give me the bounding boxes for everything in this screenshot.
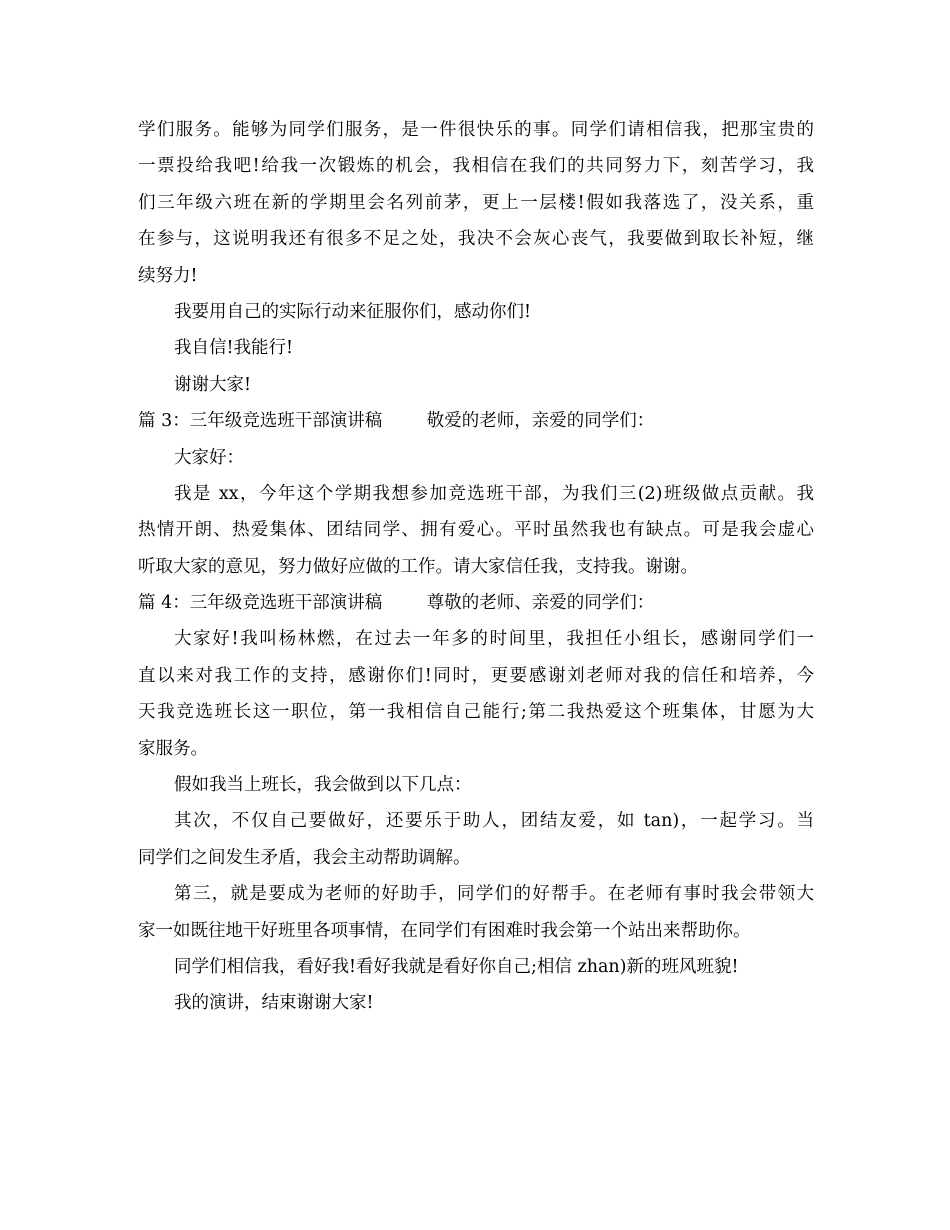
paragraph-line: 我要用自己的实际行动来征服你们，感动你们!: [174, 301, 532, 322]
paragraph-line: 同学们之间发生矛盾，我会主动帮助调解。: [138, 847, 471, 868]
paragraph-line: 我自信!我能行!: [174, 338, 294, 359]
paragraph-line: 同学们相信我，看好我!看好我就是看好你自己;相信 zhan)新的班风班貌!: [174, 956, 739, 977]
greeting-line: 大家好：: [174, 447, 244, 468]
paragraph-line: 大家好!我叫杨林燃，在过去一年多的时间里，我担任小组长，感谢同学们一: [174, 629, 814, 650]
section-heading-4: 篇 4：三年级竞选班干部演讲稿 尊敬的老师、亲爱的同学们：: [138, 593, 655, 614]
paragraph-line: 听取大家的意见，努力做好应做的工作。请大家信任我，支持我。谢谢。: [138, 556, 698, 577]
paragraph-line: 学们服务。能够为同学们服务，是一件很快乐的事。同学们请相信我，把那宝贵的: [138, 120, 814, 140]
paragraph-line: 们三年级六班在新的学期里会名列前茅，更上一层楼!假如我落选了，没关系，重: [138, 192, 814, 213]
paragraph-line: 家服务。: [138, 738, 208, 759]
paragraph-line: 谢谢大家!: [174, 374, 252, 395]
paragraph-line: 直以来对我工作的支持，感谢你们!同时，更要感谢刘老师对我的信任和培养，今: [138, 665, 814, 686]
paragraph-line: 假如我当上班长，我会做到以下几点：: [174, 775, 472, 796]
paragraph-line: 热情开朗、热爱集体、团结同学、拥有爱心。平时虽然我也有缺点。可是我会虚心: [138, 520, 814, 541]
paragraph-line: 在参与，这说明我还有很多不足之处，我决不会灰心丧气，我要做到取长补短，继: [138, 229, 814, 250]
document-body: [138, 112, 814, 1022]
paragraph-line: 我是 xx，今年这个学期我想参加竞选班干部，为我们三(2)班级做点贡献。我: [174, 483, 814, 504]
paragraph-line: 家一如既往地干好班里各项事情，在同学们有困难时我会第一个站出来帮助你。: [138, 920, 751, 941]
paragraph-line: 一票投给我吧!给我一次锻炼的机会，我相信在我们的共同努力下，刻苦学习，我: [138, 156, 814, 177]
paragraph-line: 第三，就是要成为老师的好助手，同学们的好帮手。在老师有事时我会带领大: [174, 884, 814, 905]
section-heading-3: 篇 3：三年级竞选班干部演讲稿 敬爱的老师，亲爱的同学们：: [138, 411, 655, 432]
paragraph-line: 续努力!: [138, 265, 198, 286]
paragraph-line: 天我竞选班长这一职位，第一我相信自己能行;第二我热爱这个班集体，甘愿为大: [138, 702, 814, 723]
paragraph-line: 其次，不仅自己要做好，还要乐于助人，团结友爱，如 tan)，一起学习。当: [174, 811, 814, 832]
paragraph-line: 我的演讲，结束谢谢大家!: [174, 993, 374, 1014]
